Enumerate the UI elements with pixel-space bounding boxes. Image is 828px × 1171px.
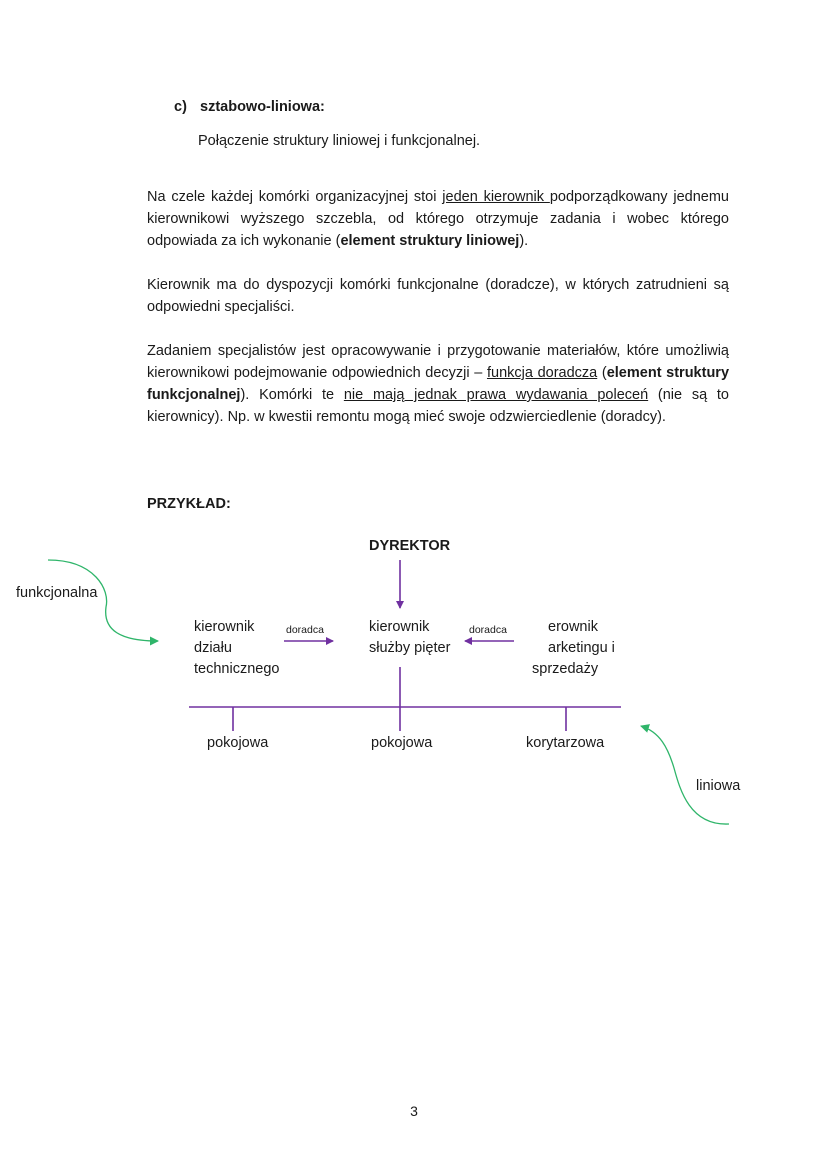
linear-side-label: liniowa [696, 778, 741, 794]
section-subtitle: Połączenie struktury liniowej i funkcjonalnej. [198, 133, 481, 149]
functional-side-label: funkcjonalna [16, 585, 98, 601]
right-manager-node [532, 617, 615, 680]
section-label: c) [174, 99, 187, 115]
p1-text-c: ). [519, 233, 529, 249]
left-node-line-1: kierownik [194, 619, 255, 635]
center-node-line-2: służby pięter [369, 640, 451, 656]
p3-text-d: (nie są to kierownicy). Np. w kwestii remontu mogą mieć swoje odzwierciedlenie (doradcy). [147, 387, 730, 425]
director-node: DYREKTOR [369, 538, 451, 554]
right-node-line-1: erownik [548, 619, 598, 635]
p3-underline-1: funkcja doradcza [486, 365, 598, 381]
right-node-line-3: sprzedaży [532, 661, 599, 677]
right-advisor-label: doradca [469, 624, 507, 636]
center-node-line-1: kierownik [369, 619, 430, 635]
p3-text-a: Zadaniem specjalistów jest opracowywanie i przygotowanie materiałów, które umożliwią kierownikowi podejmowanie odpowiednich decyzji – [147, 343, 729, 381]
left-manager-node [194, 617, 279, 680]
left-advisor-label: doradca [286, 624, 324, 636]
example-label: PRZYKŁAD: [147, 496, 231, 512]
right-node-line-2: arketingu i [548, 640, 615, 656]
p3-underline-2: nie mają jednak prawa wydawania poleceń [343, 387, 649, 403]
center-manager-node [369, 617, 450, 659]
bottom-node-3: korytarzowa [526, 735, 605, 751]
paragraph-2: Kierownik ma do dyspozycji komórki funkcjonalne (doradcze), w których zatrudnieni są odpowiedni specjaliści. [147, 277, 729, 315]
page-number: 3 [410, 1103, 418, 1119]
p3-bold: element struktury funkcjonalnej [147, 365, 730, 403]
bottom-node-1: pokojowa [207, 735, 269, 751]
p1-text-b: podporządkowany jednemu kierownikowi wyższego szczebla, od którego otrzymuje zadania i wobec którego odpowiada za ich wykonanie ( [147, 189, 729, 249]
p3-text-c: ). Komórki te [240, 387, 344, 403]
left-node-line-2: działu [194, 640, 232, 656]
section-title: sztabowo-liniowa: [200, 99, 325, 115]
left-node-line-3: technicznego [194, 661, 280, 677]
p3-text-b: ( [597, 365, 607, 381]
p1-bold: element struktury liniowej [340, 233, 520, 249]
p1-text-a: Na czele każdej komórki organizacyjnej stoi [147, 189, 443, 205]
p1-underline: jeden kierownik [442, 189, 550, 205]
bottom-node-2: pokojowa [371, 735, 433, 751]
